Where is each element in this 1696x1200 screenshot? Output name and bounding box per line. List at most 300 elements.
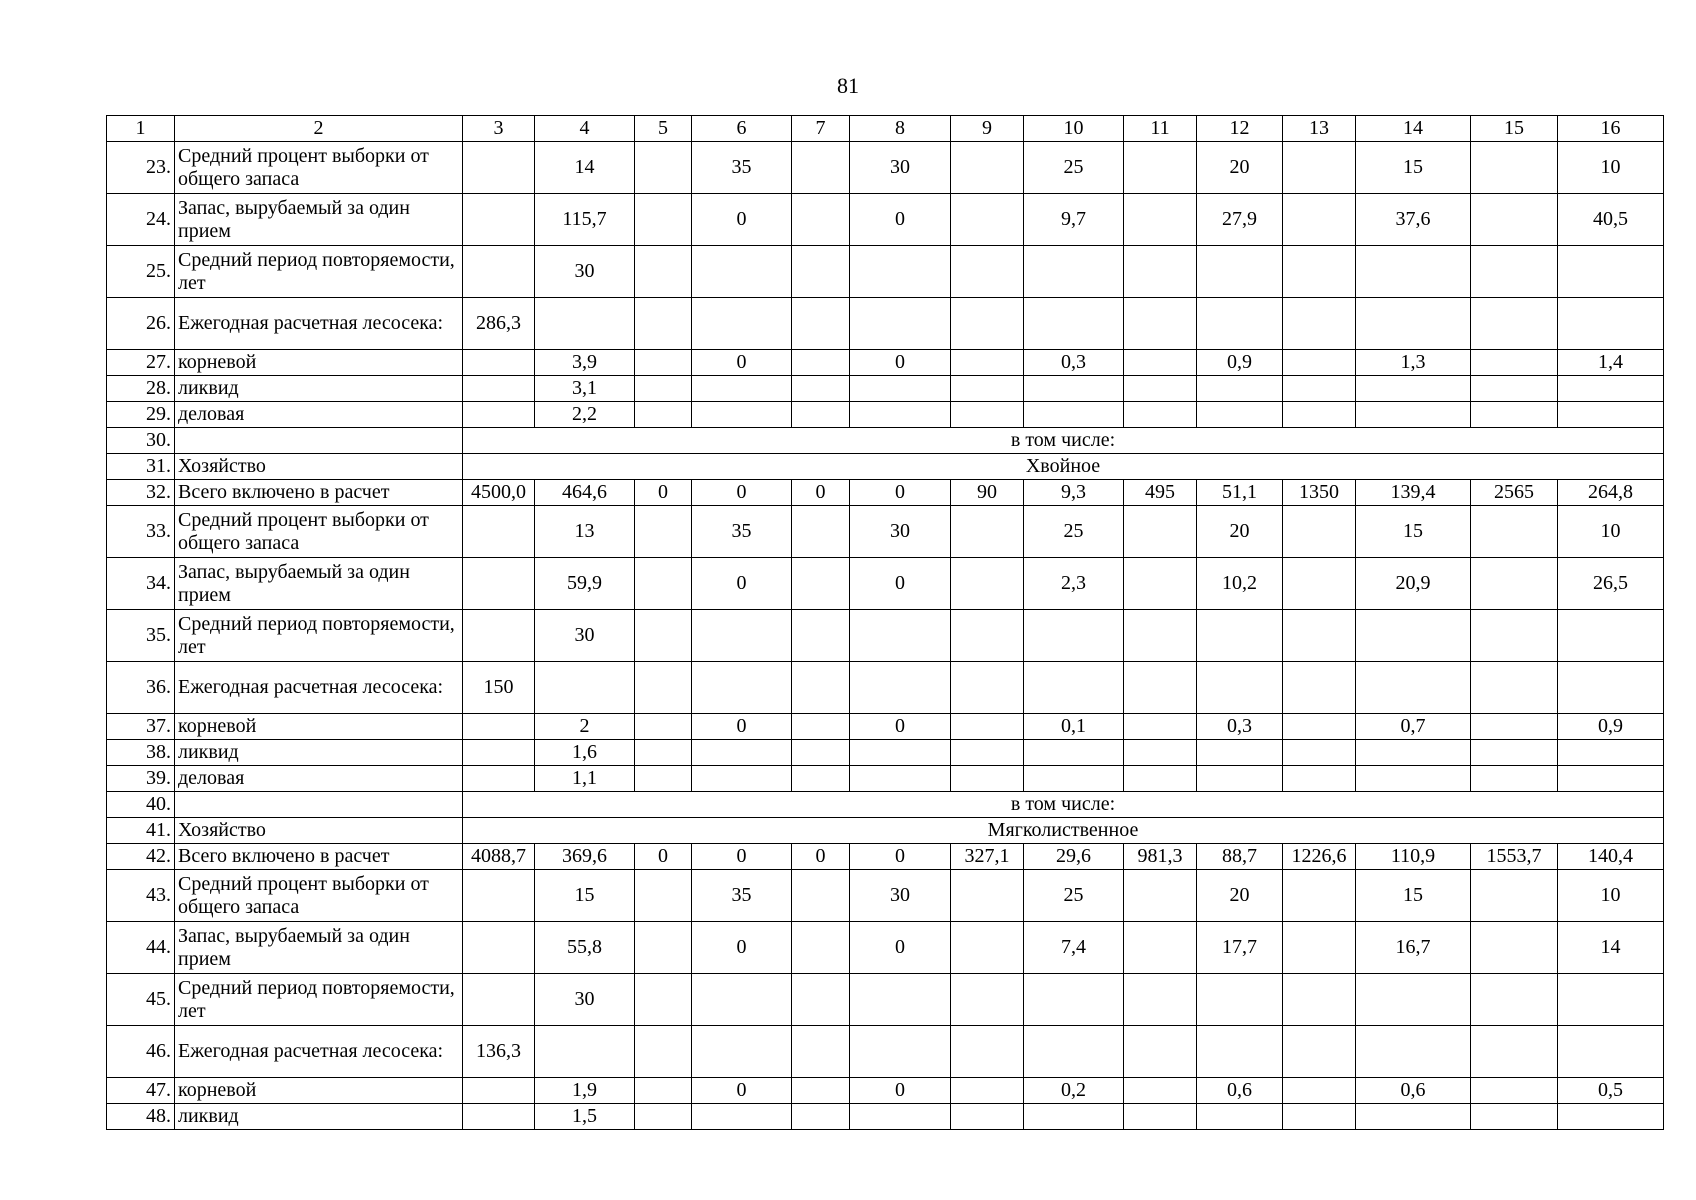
value-cell [792,350,850,376]
value-cell [1124,870,1197,922]
value-cell [635,870,692,922]
value-cell: 0 [850,714,951,740]
value-cell [792,922,850,974]
table-row [107,792,1664,818]
value-cell: 0 [692,480,792,506]
row-label [175,428,463,454]
value-cell [1471,350,1558,376]
value-cell: 30 [535,610,635,662]
row-label: корневой [175,714,463,740]
value-cell [1558,1104,1664,1130]
value-cell [463,922,535,974]
value-cell: 0,1 [1024,714,1124,740]
value-cell: 264,8 [1558,480,1664,506]
value-cell [792,1026,850,1078]
value-cell: 59,9 [535,558,635,610]
value-cell [463,246,535,298]
span-cell: Мягколиственное [463,818,1664,844]
row-label: ликвид [175,376,463,402]
data-table [106,115,1664,1130]
value-cell: 90 [951,480,1024,506]
value-cell [635,766,692,792]
value-cell [1124,766,1197,792]
value-cell [535,662,635,714]
value-cell: 3,1 [535,376,635,402]
value-cell [792,610,850,662]
value-cell [635,714,692,740]
value-cell [951,376,1024,402]
row-label: Ежегодная расчетная лесосека: [175,662,463,714]
value-cell: 25 [1024,506,1124,558]
value-cell [463,1104,535,1130]
value-cell [951,1104,1024,1130]
value-cell: 464,6 [535,480,635,506]
value-cell: 369,6 [535,844,635,870]
value-cell [1283,558,1356,610]
value-cell [635,740,692,766]
value-cell [692,1026,792,1078]
value-cell [1283,870,1356,922]
value-cell: 13 [535,506,635,558]
value-cell: 20 [1197,506,1283,558]
row-label: ликвид [175,740,463,766]
value-cell [635,610,692,662]
value-cell: 14 [1558,922,1664,974]
row-number: 32. [107,480,175,506]
value-cell: 35 [692,142,792,194]
value-cell: 1226,6 [1283,844,1356,870]
value-cell: 0 [692,558,792,610]
value-cell [1471,662,1558,714]
value-cell [1283,1026,1356,1078]
value-cell [1283,662,1356,714]
row-label: Средний период повторяемости, лет [175,974,463,1026]
value-cell [635,1104,692,1130]
table-row [107,506,1664,558]
page-number: 81 [837,73,859,98]
value-cell: 55,8 [535,922,635,974]
table-row [107,818,1664,844]
table-row [107,142,1664,194]
value-cell [1024,662,1124,714]
value-cell: 3,9 [535,350,635,376]
value-cell: 10,2 [1197,558,1283,610]
value-cell [850,610,951,662]
value-cell: 0 [692,844,792,870]
value-cell [1471,376,1558,402]
value-cell: 35 [692,870,792,922]
row-number: 43. [107,870,175,922]
value-cell [1558,246,1664,298]
table-row [107,350,1664,376]
value-cell [1558,298,1664,350]
value-cell: 0 [692,714,792,740]
row-number: 36. [107,662,175,714]
value-cell [463,402,535,428]
value-cell [1197,1026,1283,1078]
value-cell [1124,714,1197,740]
value-cell [463,714,535,740]
row-label: Ежегодная расчетная лесосека: [175,298,463,350]
table-row [107,922,1664,974]
value-cell: 10 [1558,506,1664,558]
value-cell: 27,9 [1197,194,1283,246]
value-cell [1283,298,1356,350]
value-cell: 25 [1024,870,1124,922]
value-cell: 2,3 [1024,558,1124,610]
value-cell [951,714,1024,740]
value-cell: 0 [850,1078,951,1104]
row-label: Средний период повторяемости, лет [175,246,463,298]
value-cell [1283,246,1356,298]
value-cell: 110,9 [1356,844,1471,870]
value-cell [951,194,1024,246]
table-row [107,740,1664,766]
row-number: 34. [107,558,175,610]
value-cell [792,298,850,350]
value-cell: 2565 [1471,480,1558,506]
value-cell [1283,714,1356,740]
row-number: 25. [107,246,175,298]
value-cell [1471,194,1558,246]
value-cell: 29,6 [1024,844,1124,870]
value-cell [692,1104,792,1130]
value-cell [1471,740,1558,766]
value-cell [1024,298,1124,350]
value-cell: 327,1 [951,844,1024,870]
value-cell [1024,402,1124,428]
row-label: Средний процент выборки от общего запаса [175,142,463,194]
value-cell [692,740,792,766]
value-cell [1124,142,1197,194]
value-cell [1024,246,1124,298]
value-cell [692,376,792,402]
value-cell [951,870,1024,922]
table-row [107,1026,1664,1078]
value-cell: 20,9 [1356,558,1471,610]
value-cell: 9,7 [1024,194,1124,246]
row-number: 45. [107,974,175,1026]
value-cell [951,558,1024,610]
row-number: 38. [107,740,175,766]
value-cell [692,974,792,1026]
header-cell: 1 [107,116,175,142]
row-number: 31. [107,454,175,480]
value-cell [1124,610,1197,662]
header-cell: 8 [850,116,951,142]
value-cell [1283,610,1356,662]
row-label: Средний период повторяемости, лет [175,610,463,662]
value-cell [850,766,951,792]
value-cell [1283,1104,1356,1130]
value-cell: 2,2 [535,402,635,428]
value-cell: 136,3 [463,1026,535,1078]
value-cell: 0 [850,558,951,610]
row-number: 39. [107,766,175,792]
value-cell [951,246,1024,298]
row-number: 29. [107,402,175,428]
value-cell [951,1026,1024,1078]
value-cell [1197,376,1283,402]
value-cell [1356,740,1471,766]
value-cell [1124,376,1197,402]
value-cell: 15 [1356,142,1471,194]
span-cell: в том числе: [463,428,1664,454]
value-cell [1124,1104,1197,1130]
value-cell [1197,298,1283,350]
value-cell: 16,7 [1356,922,1471,974]
row-number: 28. [107,376,175,402]
value-cell [1356,1104,1471,1130]
table-row [107,1104,1664,1130]
value-cell [1197,662,1283,714]
value-cell: 0 [692,922,792,974]
row-number: 26. [107,298,175,350]
value-cell [1471,246,1558,298]
value-cell [1356,974,1471,1026]
table-row [107,246,1664,298]
value-cell: 0,6 [1356,1078,1471,1104]
value-cell [1471,714,1558,740]
value-cell: 17,7 [1197,922,1283,974]
value-cell: 20 [1197,870,1283,922]
value-cell [1124,402,1197,428]
value-cell [635,662,692,714]
table-row [107,714,1664,740]
header-cell: 5 [635,116,692,142]
header-cell: 16 [1558,116,1664,142]
value-cell [792,376,850,402]
value-cell [1124,350,1197,376]
value-cell: 30 [535,246,635,298]
value-cell: 14 [535,142,635,194]
table-row [107,194,1664,246]
value-cell: 4500,0 [463,480,535,506]
value-cell [463,740,535,766]
value-cell [1471,506,1558,558]
value-cell [951,766,1024,792]
value-cell [951,662,1024,714]
value-cell [463,766,535,792]
value-cell [1024,610,1124,662]
value-cell [1124,506,1197,558]
value-cell: 30 [850,506,951,558]
value-cell [635,350,692,376]
value-cell: 0 [850,350,951,376]
value-cell [1124,194,1197,246]
row-number: 41. [107,818,175,844]
value-cell [1471,1026,1558,1078]
value-cell: 10 [1558,142,1664,194]
value-cell: 4088,7 [463,844,535,870]
table-row [107,662,1664,714]
value-cell [1471,610,1558,662]
value-cell [635,558,692,610]
value-cell: 1,6 [535,740,635,766]
row-label: Всего включено в расчет [175,480,463,506]
value-cell: 26,5 [1558,558,1664,610]
value-cell: 1,4 [1558,350,1664,376]
value-cell [1283,766,1356,792]
row-label: Всего включено в расчет [175,844,463,870]
value-cell [635,298,692,350]
value-cell [1558,740,1664,766]
row-number: 33. [107,506,175,558]
value-cell [692,246,792,298]
value-cell [850,1104,951,1130]
value-cell [463,558,535,610]
value-cell [1283,402,1356,428]
row-label: Запас, вырубаемый за один прием [175,922,463,974]
value-cell: 51,1 [1197,480,1283,506]
value-cell [1471,1078,1558,1104]
value-cell [951,402,1024,428]
value-cell: 15 [535,870,635,922]
value-cell [850,1026,951,1078]
row-label: корневой [175,1078,463,1104]
value-cell: 150 [463,662,535,714]
value-cell: 0 [850,480,951,506]
row-number: 47. [107,1078,175,1104]
value-cell [792,1104,850,1130]
value-cell [463,506,535,558]
value-cell [792,662,850,714]
value-cell [792,974,850,1026]
value-cell [1356,662,1471,714]
value-cell: 0,2 [1024,1078,1124,1104]
value-cell [1356,1026,1471,1078]
value-cell [463,142,535,194]
value-cell: 140,4 [1558,844,1664,870]
value-cell [635,376,692,402]
value-cell [1356,610,1471,662]
table-row [107,558,1664,610]
value-cell [792,558,850,610]
value-cell [463,610,535,662]
value-cell [463,870,535,922]
value-cell: 2 [535,714,635,740]
value-cell [1471,402,1558,428]
value-cell [1283,194,1356,246]
value-cell [1471,142,1558,194]
value-cell [463,350,535,376]
value-cell: 0,3 [1197,714,1283,740]
value-cell: 0 [692,194,792,246]
value-cell: 1,3 [1356,350,1471,376]
value-cell [1558,766,1664,792]
value-cell [635,402,692,428]
value-cell [1283,974,1356,1026]
value-cell: 1350 [1283,480,1356,506]
value-cell [635,194,692,246]
value-cell [1471,298,1558,350]
value-cell [850,246,951,298]
value-cell: 0 [792,844,850,870]
value-cell [951,922,1024,974]
value-cell [692,662,792,714]
value-cell [535,298,635,350]
value-cell [850,298,951,350]
value-cell: 0,5 [1558,1078,1664,1104]
value-cell [1356,402,1471,428]
row-number: 46. [107,1026,175,1078]
value-cell [1124,662,1197,714]
value-cell [792,1078,850,1104]
row-number: 48. [107,1104,175,1130]
row-label: деловая [175,766,463,792]
value-cell [951,974,1024,1026]
table-row [107,428,1664,454]
value-cell [792,714,850,740]
row-label: Средний процент выборки от общего запаса [175,506,463,558]
value-cell [850,740,951,766]
value-cell: 15 [1356,870,1471,922]
value-cell [1558,610,1664,662]
table-row [107,1078,1664,1104]
value-cell [1283,142,1356,194]
table-row [107,610,1664,662]
value-cell: 30 [535,974,635,1026]
row-label: Запас, вырубаемый за один прием [175,558,463,610]
value-cell: 981,3 [1124,844,1197,870]
value-cell [1197,1104,1283,1130]
value-cell: 0,9 [1197,350,1283,376]
value-cell [1283,376,1356,402]
value-cell [850,402,951,428]
value-cell: 35 [692,506,792,558]
value-cell [635,974,692,1026]
value-cell [635,246,692,298]
row-number: 30. [107,428,175,454]
value-cell [1356,766,1471,792]
value-cell [1356,298,1471,350]
value-cell: 30 [850,142,951,194]
value-cell [1124,246,1197,298]
table-row [107,844,1664,870]
value-cell [1471,974,1558,1026]
value-cell [1124,1078,1197,1104]
table-row [107,480,1664,506]
value-cell: 286,3 [463,298,535,350]
value-cell [1283,740,1356,766]
value-cell: 0 [850,922,951,974]
value-cell [850,662,951,714]
value-cell [1283,350,1356,376]
value-cell: 30 [850,870,951,922]
header-cell: 14 [1356,116,1471,142]
value-cell: 15 [1356,506,1471,558]
value-cell [692,766,792,792]
value-cell: 1,9 [535,1078,635,1104]
value-cell [1558,376,1664,402]
value-cell [951,506,1024,558]
header-cell: 2 [175,116,463,142]
value-cell [1558,974,1664,1026]
value-cell [951,1078,1024,1104]
value-cell: 0 [635,480,692,506]
value-cell [1283,506,1356,558]
value-cell [1197,246,1283,298]
table-row [107,402,1664,428]
value-cell [635,142,692,194]
value-cell [1558,1026,1664,1078]
header-cell: 10 [1024,116,1124,142]
table-row [107,298,1664,350]
value-cell [1558,662,1664,714]
value-cell: 0,3 [1024,350,1124,376]
value-cell [463,376,535,402]
value-cell [1024,376,1124,402]
